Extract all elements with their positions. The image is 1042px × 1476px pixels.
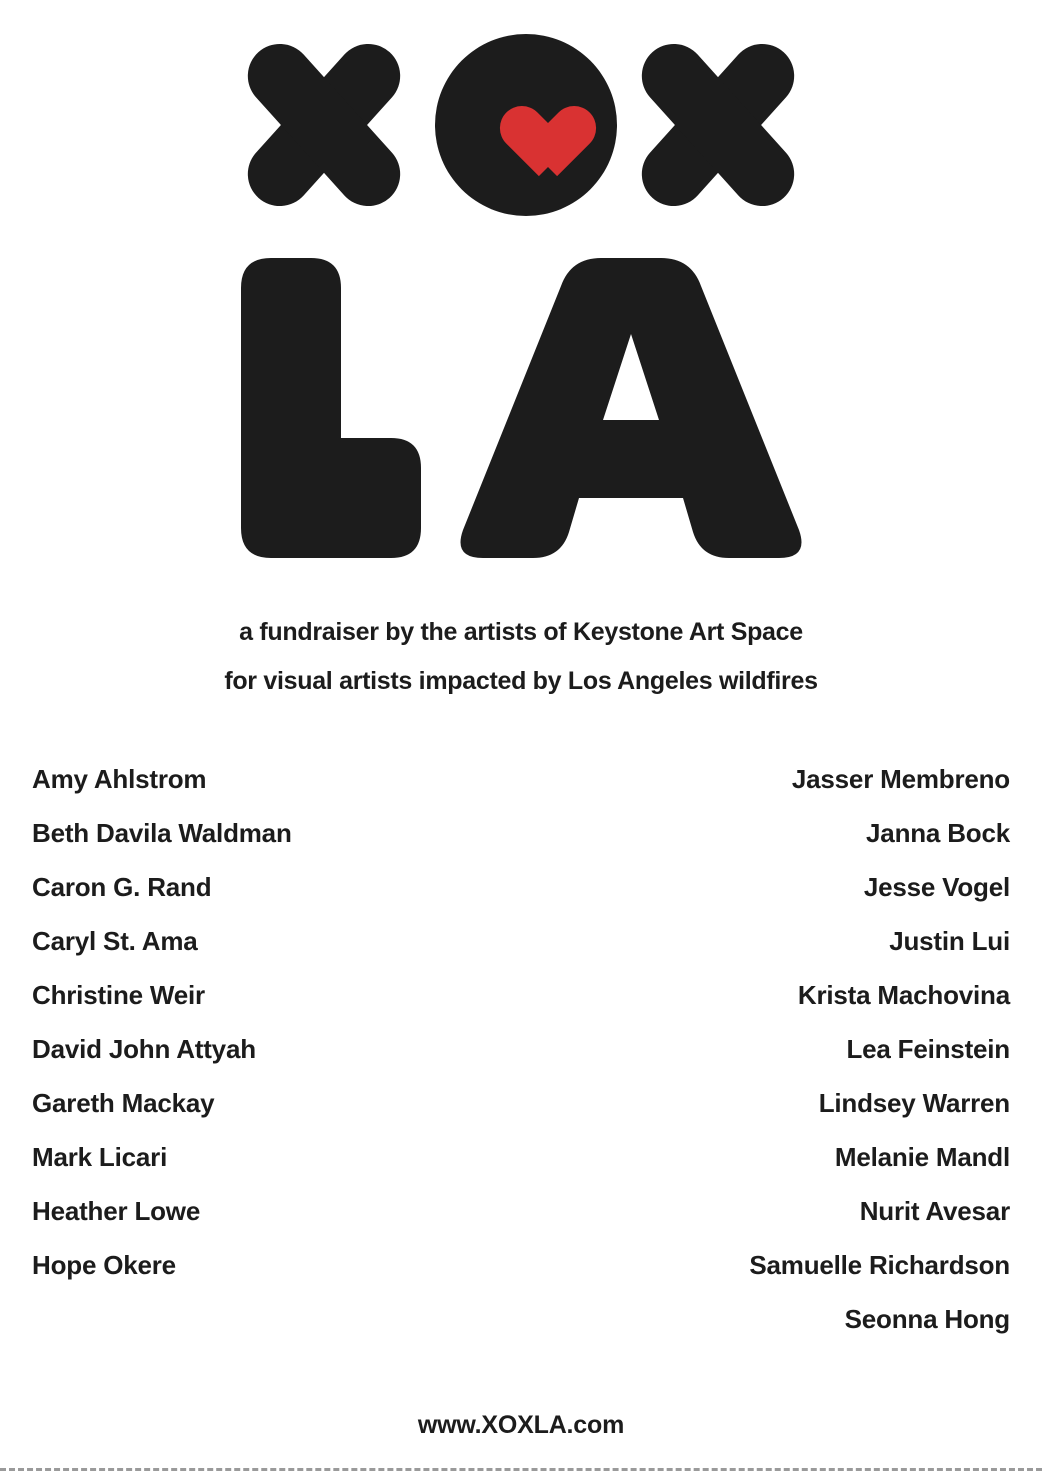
website-url[interactable]: www.XOXLA.com: [417, 1411, 625, 1439]
o-letter-icon: [435, 34, 617, 216]
xox-wordmark: [238, 34, 804, 216]
logo-block: [221, 34, 821, 568]
artist-name: Melanie Mandl: [834, 1141, 1010, 1172]
artist-column-left: [32, 752, 292, 1292]
artist-name: Krista Machovina: [797, 979, 1010, 1010]
la-wordmark: [231, 248, 811, 568]
artist-name: Gareth Mackay: [32, 1087, 215, 1118]
artist-name: Seonna Hong: [844, 1303, 1010, 1334]
artist-name: Caryl St. Ama: [32, 925, 198, 956]
artist-name: Justin Lui: [889, 925, 1010, 956]
artist-name: Hope Okere: [32, 1249, 176, 1280]
tagline-line-1: a fundraiser by the artists of Keystone Art Space: [239, 618, 803, 646]
footer: [0, 1411, 1042, 1440]
artist-name: Nurit Avesar: [859, 1195, 1010, 1226]
artist-name: Lea Feinstein: [846, 1033, 1010, 1064]
artist-name: Mark Licari: [32, 1141, 168, 1172]
heart-icon: [484, 77, 568, 161]
artist-name: Christine Weir: [32, 979, 205, 1010]
artist-name: Samuelle Richardson: [749, 1249, 1010, 1280]
x-letter-left-icon: [238, 34, 410, 216]
tagline-line-2: for visual artists impacted by Los Angeles wildfires: [224, 666, 818, 695]
x-letter-right-icon: [632, 34, 804, 216]
artist-name: Heather Lowe: [32, 1195, 201, 1226]
artist-column-right: [749, 752, 1010, 1346]
artist-lists: [0, 752, 1042, 1346]
tagline: [224, 608, 817, 706]
artist-name: Beth Davila Waldman: [32, 817, 292, 848]
artist-name: Amy Ahlstrom: [32, 763, 207, 794]
artist-name: Janna Bock: [866, 817, 1010, 848]
artist-name: Lindsey Warren: [818, 1087, 1010, 1118]
artist-name: Jesse Vogel: [863, 871, 1010, 902]
bottom-divider: [0, 1468, 1042, 1471]
artist-name: David John Attyah: [32, 1033, 256, 1064]
artist-name: Caron G. Rand: [32, 871, 212, 902]
artist-name: Jasser Membreno: [791, 763, 1010, 794]
